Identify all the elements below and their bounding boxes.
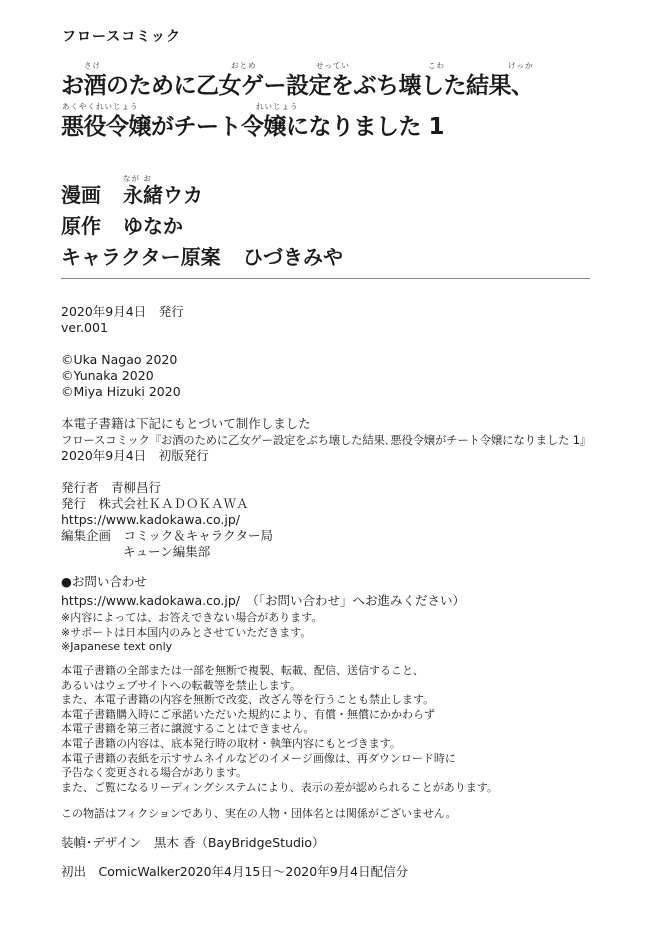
publication-block: [61, 304, 184, 336]
title-line-2: 悪役令嬢がチート令嬢になりました 1: [61, 114, 445, 140]
legal-line: あるいはウェブサイトへの転載等を禁止します。: [61, 678, 301, 692]
title-ruby-sake: さけ: [84, 61, 101, 70]
contact-note: ※サポートは日本国内のみとさせていただきます。: [61, 625, 312, 639]
version: ver.001: [61, 320, 108, 335]
publication-date: 2020年9月4日 発行: [61, 304, 184, 319]
credit-name: ひづきみや: [243, 245, 343, 269]
credit-role: キャラクター原案: [61, 245, 221, 269]
first-edition: 2020年9月4日 初版発行: [61, 448, 209, 463]
publisher-url[interactable]: https://www.kadokawa.co.jp/: [61, 512, 240, 527]
title-ruby-kowa: こわ: [428, 61, 445, 70]
legal-line: 本電子書籍を第三者に譲渡することはできません。: [61, 722, 315, 736]
legal-line: また、本電子書籍の内容を無断で改変、改ざん等を行うことも禁止します。: [61, 693, 435, 707]
legal-line: 本電子書籍の全部または一部を無断で複製、転載、配信、送信すること、: [61, 664, 424, 677]
fiction-notice: この物語はフィクションであり、実在の人物・団体名とは関係がございません。: [61, 807, 457, 820]
legal-line: また、ご覧になるリーディングシステムにより、表示の差が認められることがあります。: [61, 780, 498, 794]
credit-role: 原作: [61, 214, 101, 238]
legal-line: 本電子書籍の内容は、底本発行時の取材・執筆内容にもとづきます。: [61, 736, 401, 750]
contact-url-line[interactable]: https://www.kadokawa.co.jp/ （「お問い合わせ」へお進みください）: [61, 593, 465, 608]
editorial-line: 編集企画 コミック＆キャラクター局: [61, 528, 274, 543]
credit-name: ゆなか: [123, 214, 183, 238]
source-block: [61, 416, 591, 464]
title-ruby-akuyakureijou: あくやくれいじょう: [62, 102, 139, 111]
credit-character: [61, 241, 343, 270]
credit-ruby-manga: なが お: [123, 174, 152, 183]
title-ruby-settei: せってい: [316, 61, 350, 70]
legal-line: 予告なく変更される場合があります。: [61, 766, 248, 780]
publisher-block: [61, 480, 273, 560]
credit-name: 永緒ウカ: [123, 183, 203, 207]
design-credit: 装幀･デザイン 黒木 香（BayBridgeStudio）: [61, 835, 325, 850]
source-book: フロースコミック『お酒のために乙女ゲー設定をぶち壊した結果､悪役令嬢がチート令嬢になりました 1』: [61, 433, 591, 447]
contact-heading: ●お問い合わせ: [61, 574, 147, 589]
editorial-dept: キューン編集部: [123, 544, 211, 559]
imprint-label: フロースコミック: [62, 29, 182, 45]
copyright-line: ©Miya Hizuki 2020: [61, 384, 181, 399]
copyright-line: ©Uka Nagao 2020: [61, 352, 178, 367]
contact-note: ※Japanese text only: [61, 640, 173, 654]
credit-role: 漫画: [61, 183, 101, 207]
issuer-line: 発行 株式会社ＫＡＤＯＫＡＷＡ: [61, 496, 249, 511]
legal-line: 本電子書籍の表紙を示すサムネイルなどのイメージ画像は、再ダウンロード時に: [61, 751, 456, 765]
first-appearance: 初出 ComicWalker2020年4月15日～2020年9月4日配信分: [61, 864, 409, 879]
credit-original: [61, 210, 183, 239]
contact-note: ※内容によっては、お答えできない場合があります。: [61, 611, 323, 624]
title-ruby-reijou: れいじょう: [256, 102, 299, 111]
contact-notes: [61, 611, 322, 655]
title-line-1: お酒のために乙女ゲー設定をぶち壊した結果、: [61, 73, 534, 99]
publisher-line: 発行者 青柳昌行: [61, 480, 162, 495]
copyright-block: [61, 352, 181, 400]
source-intro: 本電子書籍は下記にもとづいて制作しました: [61, 416, 311, 431]
title-ruby-kekka: けっか: [508, 61, 534, 70]
title-ruby-otome: おとめ: [231, 61, 257, 70]
legal-block: [61, 664, 498, 795]
legal-line: 本電子書籍購入時にご承諾いただいた規約により、有償・無償にかかわらず: [61, 707, 435, 721]
divider: [61, 278, 590, 279]
credit-manga: [61, 179, 203, 208]
copyright-line: ©Yunaka 2020: [61, 368, 154, 383]
